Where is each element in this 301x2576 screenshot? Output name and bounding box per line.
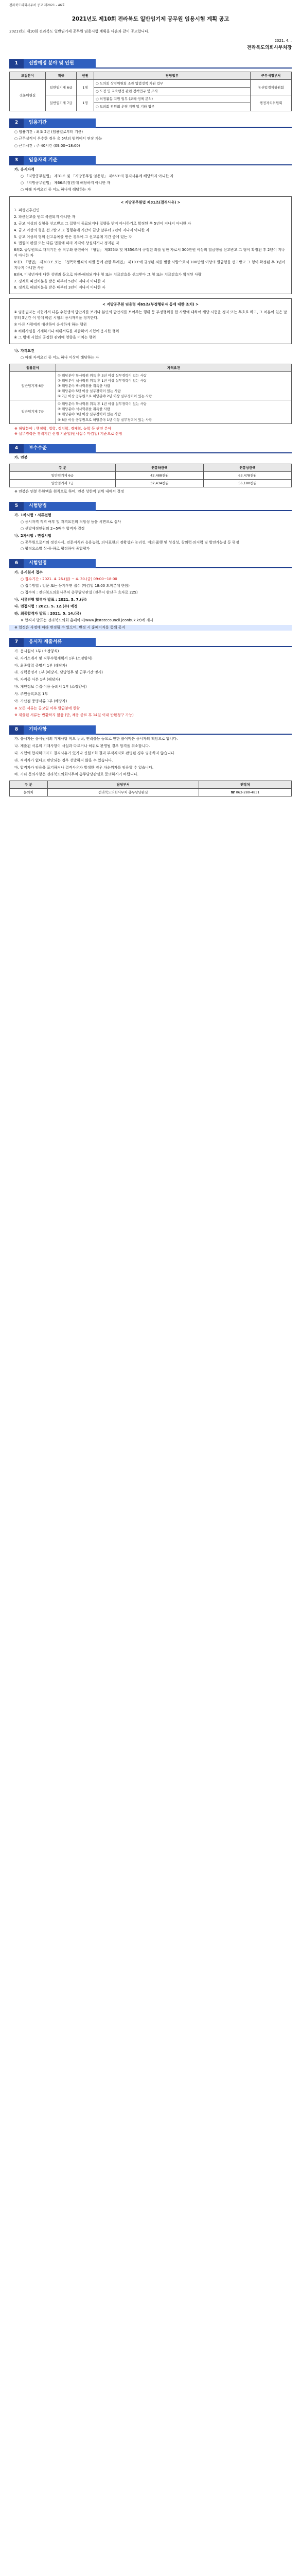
box-line: 6의3. 「형법」 제303조 또는 「성폭력범죄의 처벌 등에 관한 특례법」 제10조에 규정된 죄를 범한 사람으로서 100만원 이상의 벌금형을 선고받고 그 형이 확정된 후 3년이 지나지 아니한 사람 xyxy=(14,260,286,270)
schedule-note: ※ 일정은 사정에 따라 변경될 수 있으며, 변경 시 홈페이지를 통해 공지 xyxy=(9,625,292,631)
sub-heading: 가. 연봉 xyxy=(14,455,28,460)
list-item: 마. 자격증 사본 1부 (해당자) xyxy=(14,677,60,682)
list-item: 아. 가산점 증명서류 1부 (해당자) xyxy=(14,699,67,703)
list-item: 마. 합격자가 임용을 포기하거나 결격사유가 발생한 경우 차순위자를 임용할 수 있습니다. xyxy=(14,765,154,770)
list-item: ○ 「지방공무원법」 제31조 및 「지방공무원 임용령」 제65조의 결격사유에 해당하지 아니한 자 xyxy=(21,174,174,178)
list-item: ○ 아래 자격요건 중 어느 하나 이상에 해당하는 자 xyxy=(21,355,99,360)
section-number: 5 xyxy=(9,502,24,511)
box-line: 5. 금고 이상의 형의 선고유예를 받은 경우에 그 선고유예 기간 중에 있는 자 xyxy=(14,234,132,239)
table-header: 구 분 xyxy=(10,464,116,472)
table-header: 연봉상한액 xyxy=(203,464,291,472)
section-title: 보수수준 xyxy=(24,444,96,453)
list-item: 다. 면접시험 : 2021. 5. 12.(수) 예정 xyxy=(14,604,78,609)
section-8-header xyxy=(9,725,292,735)
list-item: ※ 합격자 발표는 전라북도의회 홈페이지(www.jbstatecouncil.jeonbuk.kr)에 게시 xyxy=(21,618,153,623)
table-header: 직급 xyxy=(46,72,77,80)
section-5-header xyxy=(9,502,292,511)
box-line: 1. 피성년후견인 xyxy=(14,208,40,213)
section-number: 7 xyxy=(9,638,24,647)
box-title: < 지방공무원법 제31조(결격사유) > xyxy=(120,200,181,205)
list-item: 가. 1차시험 : 서류전형 xyxy=(14,513,51,518)
list-item: ※ 모든 서류는 공고일 이후 발급분에 한함 xyxy=(14,706,80,710)
table-header: 구 분 xyxy=(10,781,48,789)
box-title: < 지방공무원 임용령 제65조(부정행위자 등에 대한 조치) > xyxy=(102,302,199,307)
list-item: 가. 응시자는 응시원서의 기재사항 착오 누락, 연락불능 등으로 인한 불이익은 응시자의 책임으로 합니다. xyxy=(14,737,178,741)
notice-date: 2021. 4. . xyxy=(274,39,292,43)
section-title: 시험방법 xyxy=(24,502,96,511)
section-title: 시험일정 xyxy=(24,559,96,568)
list-item: 바. 기타 문의사항은 전라북도의회사무처 총무담당관실로 문의하시기 바랍니다. xyxy=(14,772,138,777)
section-title: 임용기간 xyxy=(24,118,96,128)
salary-note: ※ 연봉은 연봉 하한액을 원칙으로 하며, 연봉 상한액 범위 내에서 결정 xyxy=(14,489,124,494)
table-header: 자격요건 xyxy=(56,364,292,371)
list-item: 나. 서류전형 합격자 발표 : 2021. 5. 7.(금) xyxy=(14,597,87,602)
list-item: ○ 아래 자격요건 중 어느 하나에 해당하는 자 xyxy=(21,187,91,192)
sub-heading: 나. 자격요건 xyxy=(14,349,34,353)
section-number: 8 xyxy=(9,725,24,735)
section-3-header xyxy=(9,156,292,165)
salary-table xyxy=(9,464,292,487)
section-number: 4 xyxy=(9,444,24,453)
table-header: 담당부서 xyxy=(47,781,199,789)
table-row: 일반임기제 7급 1명 ○ 의정활동 지원 업무 (조례·정책 분석) 행정자치위원회 xyxy=(10,95,292,103)
list-item: ※ 제출된 서류는 반환하지 않음 (단, 채용 종료 후 14일 이내 반환청구 가능) xyxy=(14,713,134,718)
list-item: 나. 자기소개서 및 직무수행계획서 1부 (소정양식) xyxy=(14,656,93,660)
box-line: 3. 금고 이상의 실형을 선고받고 그 집행이 종료되거나 집행을 받지 아니하기로 확정된 후 5년이 지나지 아니한 자 xyxy=(14,221,191,226)
list-item: ○ 접수처 : 전라북도의회사무처 총무담당관실 (전주시 완산구 효자로 225) xyxy=(21,590,138,595)
intro-text: 2021년도 제10회 전라북도 일반임기제 공무원 임용시험 계획을 다음과 같이 공고합니다. xyxy=(9,29,150,33)
qualification-table xyxy=(9,364,292,424)
section-number: 6 xyxy=(9,559,24,568)
sub-heading: 가. 응시자격 xyxy=(14,167,34,172)
list-item: ○ 선발예정인원의 2~5배수 합격자 결정 xyxy=(21,526,85,531)
section-1-header xyxy=(9,59,292,69)
list-item: 바. 개인정보 수집·이용 동의서 1부 (소정양식) xyxy=(14,685,87,689)
table-header: 인원 xyxy=(77,72,94,80)
section-number: 2 xyxy=(9,118,24,128)
list-item: 가. 응시원서 접수 xyxy=(14,570,43,575)
list-item: 가. 응시원서 1부 (소정양식) xyxy=(14,649,59,653)
list-item: 라. 최종합격자 발표 : 2021. 5. 14.(금) xyxy=(14,612,81,616)
section-7-header xyxy=(9,638,292,647)
section-title: 응시자 제출서류 xyxy=(24,638,96,647)
list-item: ○ 평정요소별 상·중·하로 평정하여 종합평가 xyxy=(21,547,90,551)
table-header: 연락처 xyxy=(199,781,291,789)
list-item: ○ 공무원으로서의 정신자세, 전문지식과 응용능력, 의사표현의 정확성과 논리성, 예의·품행 및 성실성, 창의력·의지력 및 발전가능성 등 평정 xyxy=(21,540,239,545)
list-item: ○ 임용기간 : 최초 2년 (임용일로부터 기산) xyxy=(14,129,83,134)
box-line: 6. 법원의 판결 또는 다른 법률에 따라 자격이 상실되거나 정지된 자 xyxy=(14,241,119,246)
box-line: 8. 징계로 해임처분을 받은 때부터 3년이 지나지 아니한 자 xyxy=(14,285,105,290)
contact-table xyxy=(9,781,292,796)
table-row: 일반임기제 7급 ① 해당분야 학사학위 취득 후 1년 이상 실무경력이 있는 사람 ② 해당분야 석사학위를 취득한 사람 ③ 해당분야 3년 이상 실무경력이 있는 사람 ④ 8급 이상 공무원으로 해당분야 1년 이상 실무경력이 있는 사람 xyxy=(10,400,292,423)
list-item: 라. 적격자가 없다고 판단되는 경우 선발하지 않을 수 있습니다. xyxy=(14,758,113,762)
box-line: 2. 파산선고를 받고 복권되지 아니한 자 xyxy=(14,215,76,219)
table-row: 일반임기제 7급 37,434천원 56,180천원 xyxy=(10,480,292,487)
box-line: 6의4. 미성년자에 대한 성범죄 등으로 파면·해임되거나 형 또는 치료감호를 선고받아 그 형 또는 치료감호가 확정된 사람 xyxy=(14,272,202,277)
box-line: 6의2. 공무원으로 재직기간 중 직무와 관련하여 「형법」 제355조 및 제356조에 규정된 죄를 범한 자로서 300만원 이상의 벌금형을 선고받고 그 형이 확정된 후 2년이 지나지 아니한 자 xyxy=(14,248,285,258)
list-item: ○ 근무시간 : 주 40시간 (09:00~18:00) xyxy=(14,144,80,148)
section-title: 임용자격 기준 xyxy=(24,156,96,165)
table-row: ○ 도정 및 교육행정 관련 정책연구 및 조사 xyxy=(10,88,292,95)
list-item: ○ 근무실적이 우수한 경우 총 5년의 범위에서 연장 가능 xyxy=(14,137,102,141)
section-title: 기타사항 xyxy=(24,725,96,735)
table-row: ○ 도의회 위원회 운영 지원 및 기타 업무 xyxy=(10,103,292,111)
list-item: 다. 최종학력 증명서 1부 (해당자) xyxy=(14,663,67,668)
list-item: 나. 2차시험 : 면접시험 xyxy=(14,533,51,538)
page-title: 2021년도 제10회 전라북도 일반임기제 공무원 임용시험 계획 공고 xyxy=(72,16,229,23)
list-item: ○ 접수방법 : 방문 또는 등기우편 접수 (마감일 18:00 도착분에 한함) xyxy=(21,583,130,588)
list-item: 나. 제출된 서류의 기재사항이 사실과 다르거나 허위로 판명될 경우 합격을 취소합니다. xyxy=(14,744,150,749)
section-4-header xyxy=(9,444,292,453)
table-header: 임용분야 xyxy=(10,364,56,371)
table-row: 일반임기제 6급 42,488천원 63,478천원 xyxy=(10,472,292,480)
section-number: 3 xyxy=(9,156,24,165)
list-item: ○ 응시자격 적격 여부 및 자격요건의 적합성 등을 서면으로 심사 xyxy=(21,520,121,524)
section-2-header xyxy=(9,118,292,128)
list-item: ○ 「지방공무원법」 제66조(정년)에 해당하지 아니한 자 xyxy=(21,180,111,185)
box-line: 7. 징계로 파면처분을 받은 때부터 5년이 지나지 아니한 자 xyxy=(14,279,105,283)
box-line: ② 다른 사람에게 대신하여 응시하게 하는 행위 xyxy=(14,322,87,327)
list-item: 사. 주민등록초본 1부 xyxy=(14,691,48,696)
table-header: 연봉하한액 xyxy=(115,464,203,472)
recruitment-table xyxy=(9,72,292,111)
table-header: 근무예정부서 xyxy=(251,72,292,80)
notice-number: 전라북도의회사무처 공고 제2021 - 46호 xyxy=(9,4,65,7)
box-line: ① 임용권자는 시험에서 다른 수험생의 답안지를 보거나 본인의 답안지를 보여주는 행위 등 부정행위를 한 사람에 대하여 해당 시험을 정지 또는 무효로 하고, 그 처분이 있은 날부터 5년간 이 영에 따른 시험의 응시자격을 정지한다. xyxy=(14,310,287,320)
list-item: ○ 접수기간 : 2021. 4. 26.(월) ~ 4. 30.(금) 09:00~18:00 xyxy=(21,577,117,582)
table-row: 일반임기제 6급 ① 해당분야 학사학위 취득 후 3년 이상 실무경력이 있는 사람 ② 해당분야 석사학위 취득 후 1년 이상 실무경력이 있는 사람 ③ 해당분야 박사학위를 취득한 사람 ④ 해당분야 5년 이상 실무경력이 있는 사람 ⑤ 7급 이상 공무원으로 해당분야 2년 이상 실무경력이 있는 사람 xyxy=(10,372,292,400)
misconduct-box xyxy=(9,298,292,344)
box-line: 4. 금고 이상의 형을 선고받고 그 집행유예 기간이 끝난 날부터 2년이 지나지 아니한 자 xyxy=(14,228,150,232)
section-number: 1 xyxy=(9,59,24,69)
list-item: 다. 시험에 합격하더라도 결격사유가 있거나 신원조회 결과 부적격자로 판명된 경우 임용하지 않습니다. xyxy=(14,751,175,755)
issuing-organization: 전라북도의회사무처장 xyxy=(247,45,292,51)
box-line: ④ 그 밖에 시험의 공정한 관리에 영향을 미치는 행위 xyxy=(14,335,96,340)
list-item: 라. 경력증명서 1부 (해당자, 담당업무 및 근무기간 명시) xyxy=(14,670,103,675)
box-line: ③ 허위사실을 기재하거나 허위서류를 제출하여 시험에 응시한 행위 xyxy=(14,329,119,333)
table-row: 전문위원실 일반임기제 6급 1명 ○ 도의회 상임위원회 소관 입법정책 지원 업무 농산업경제위원회 xyxy=(10,80,292,88)
section-title: 선발예정 분야 및 인원 xyxy=(24,59,96,69)
table-header: 모집분야 xyxy=(10,72,46,80)
table-header: 담당업무 xyxy=(94,72,251,80)
qualification-note: ※ 해당분야 : 행정학, 법학, 정치학, 경제학, 농학 등 관련 분야 ※ 실무경력은 경력기간 산정 기준일(원서접수 마감일) 기준으로 산정 xyxy=(14,426,122,436)
table-row: 문의처 전라북도의회사무처 총무담당관실 ☎ 063-280-4831 xyxy=(10,789,292,796)
section-6-header xyxy=(9,559,292,568)
disqualification-box xyxy=(9,196,292,294)
